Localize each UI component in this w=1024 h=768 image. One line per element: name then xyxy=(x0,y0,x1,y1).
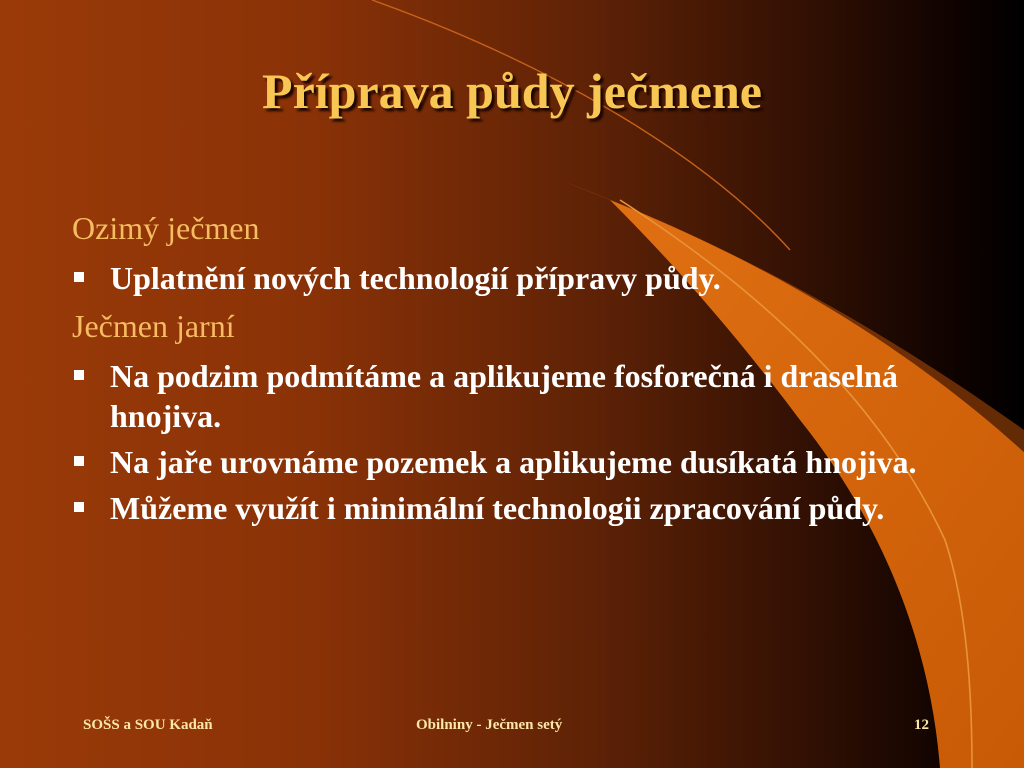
bullet-item xyxy=(72,442,972,482)
section-heading-jarni: Ječmen jarní xyxy=(72,308,235,344)
bullet-text: Můžeme využít i minimální technologii zpracování půdy. xyxy=(110,490,885,526)
footer-presentation-title: Obilniny - Ječmen setý xyxy=(416,717,563,733)
square-bullet-icon xyxy=(74,456,84,466)
bullet-item xyxy=(72,356,972,436)
square-bullet-icon xyxy=(74,502,84,512)
slide-title: Příprava půdy ječmene xyxy=(262,63,762,119)
square-bullet-icon xyxy=(74,272,84,282)
bullet-text: Na jaře urovnáme pozemek a aplikujeme dusíkatá hnojiva. xyxy=(110,444,917,480)
bullet-item xyxy=(72,488,972,528)
bullet-text: Uplatnění nových technologií přípravy půdy. xyxy=(110,260,721,296)
slide-content xyxy=(72,206,972,534)
footer-page-number: 12 xyxy=(914,717,929,733)
footer-school-name: SOŠS a SOU Kadaň xyxy=(83,717,213,733)
section-heading-ozimy: Ozimý ječmen xyxy=(72,210,260,246)
square-bullet-icon xyxy=(74,370,84,380)
bullet-item xyxy=(72,258,972,298)
bullet-text: Na podzim podmítáme a aplikujeme fosforečná i draselná hnojiva. xyxy=(110,358,898,434)
